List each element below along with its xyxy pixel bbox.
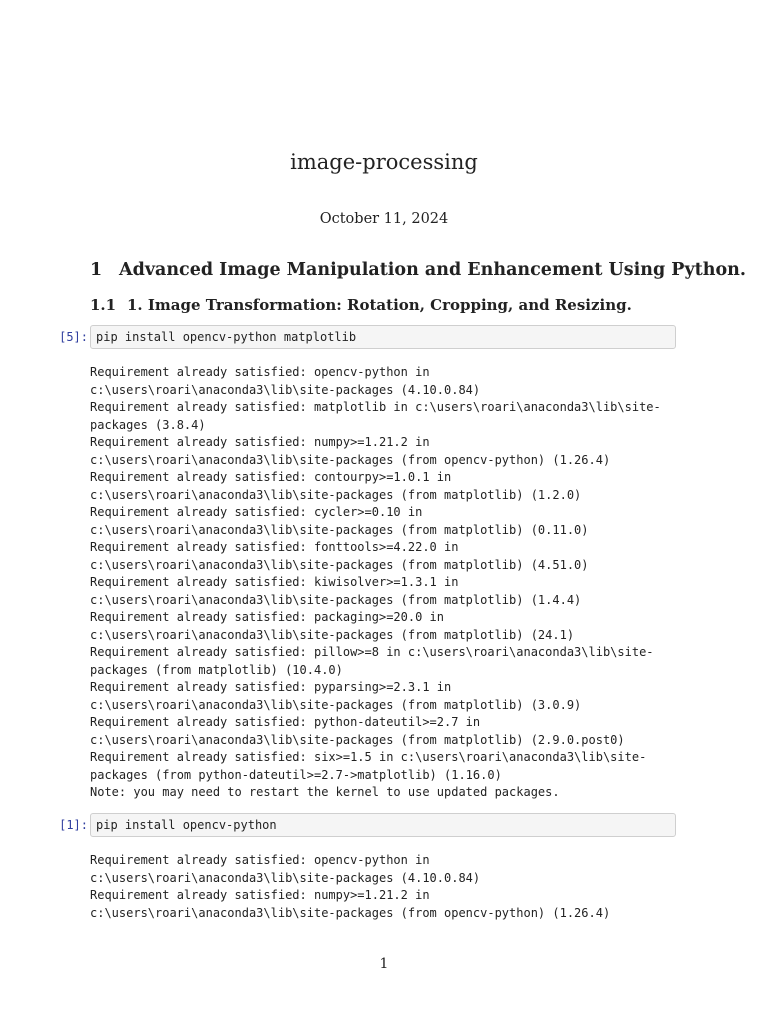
output-line: Note: you may need to restart the kernel to use updated packages.	[90, 785, 560, 799]
output-line: c:\users\roari\anaconda3\lib\site-packages (4.10.0.84)	[90, 382, 481, 397]
section-title: Advanced Image Manipulation and Enhancement Using Python.	[119, 260, 746, 280]
section-heading	[90, 260, 746, 280]
subsection-heading	[90, 296, 632, 314]
output-line: Requirement already satisfied: pillow>=8 in c:\users\roari\anaconda3\lib\site-	[90, 645, 654, 659]
output-line: Requirement already satisfied: pyparsing>=2.3.1 in	[90, 680, 452, 694]
output-line: Requirement already satisfied: fonttools>=4.22.0 in	[90, 540, 459, 554]
cell-output	[90, 852, 690, 922]
cell-prompt: [5]:	[59, 330, 88, 344]
output-line: c:\users\roari\anaconda3\lib\site-packages (from matplotlib) (3.0.9)	[90, 697, 582, 712]
output-line: c:\users\roari\anaconda3\lib\site-packages (from matplotlib) (24.1)	[90, 627, 575, 642]
output-line: Requirement already satisfied: kiwisolver>=1.3.1 in	[90, 575, 459, 589]
output-line: Requirement already satisfied: cycler>=0.10 in	[90, 505, 423, 519]
output-line: Requirement already satisfied: numpy>=1.21.2 in	[90, 435, 430, 449]
output-line: Requirement already satisfied: opencv-python in	[90, 365, 430, 379]
code-cell-input[interactable]: pip install opencv-python	[90, 813, 676, 837]
output-line: c:\users\roari\anaconda3\lib\site-packages (from opencv-python) (1.26.4)	[90, 905, 611, 920]
code-cell-input[interactable]: pip install opencv-python matplotlib	[90, 325, 676, 349]
section-number: 1	[90, 260, 103, 280]
cell-prompt: [1]:	[59, 818, 88, 832]
output-line: c:\users\roari\anaconda3\lib\site-packages (from matplotlib) (0.11.0)	[90, 522, 589, 537]
output-line: Requirement already satisfied: contourpy>=1.0.1 in	[90, 470, 452, 484]
output-line: c:\users\roari\anaconda3\lib\site-packages (from matplotlib) (1.4.4)	[90, 592, 582, 607]
output-line: c:\users\roari\anaconda3\lib\site-packages (from matplotlib) (2.9.0.post0)	[90, 732, 625, 747]
document-title: image-processing	[290, 150, 478, 174]
output-line: Requirement already satisfied: numpy>=1.21.2 in	[90, 888, 430, 902]
output-line: c:\users\roari\anaconda3\lib\site-packages (from matplotlib) (4.51.0)	[90, 557, 589, 572]
output-line: Requirement already satisfied: six>=1.5 in c:\users\roari\anaconda3\lib\site-	[90, 750, 647, 764]
page-number: 1	[379, 956, 389, 972]
output-line: Requirement already satisfied: opencv-python in	[90, 853, 430, 867]
subsection-title: 1. Image Transformation: Rotation, Cropping, and Resizing.	[127, 296, 632, 314]
output-line: Requirement already satisfied: matplotlib in c:\users\roari\anaconda3\lib\site-	[90, 400, 661, 414]
output-line: c:\users\roari\anaconda3\lib\site-packages (from opencv-python) (1.26.4)	[90, 452, 611, 467]
document-date: October 11, 2024	[319, 211, 449, 227]
output-line: Requirement already satisfied: packaging>=20.0 in	[90, 610, 445, 624]
cell-output	[90, 364, 690, 802]
output-line: Requirement already satisfied: python-dateutil>=2.7 in	[90, 715, 481, 729]
subsection-number: 1.1	[90, 296, 117, 314]
output-line: packages (3.8.4)	[90, 417, 206, 432]
output-line: packages (from matplotlib) (10.4.0)	[90, 662, 343, 677]
output-line: c:\users\roari\anaconda3\lib\site-packages (4.10.0.84)	[90, 870, 481, 885]
output-line: c:\users\roari\anaconda3\lib\site-packages (from matplotlib) (1.2.0)	[90, 487, 582, 502]
output-line: packages (from python-dateutil>=2.7->matplotlib) (1.16.0)	[90, 767, 502, 782]
